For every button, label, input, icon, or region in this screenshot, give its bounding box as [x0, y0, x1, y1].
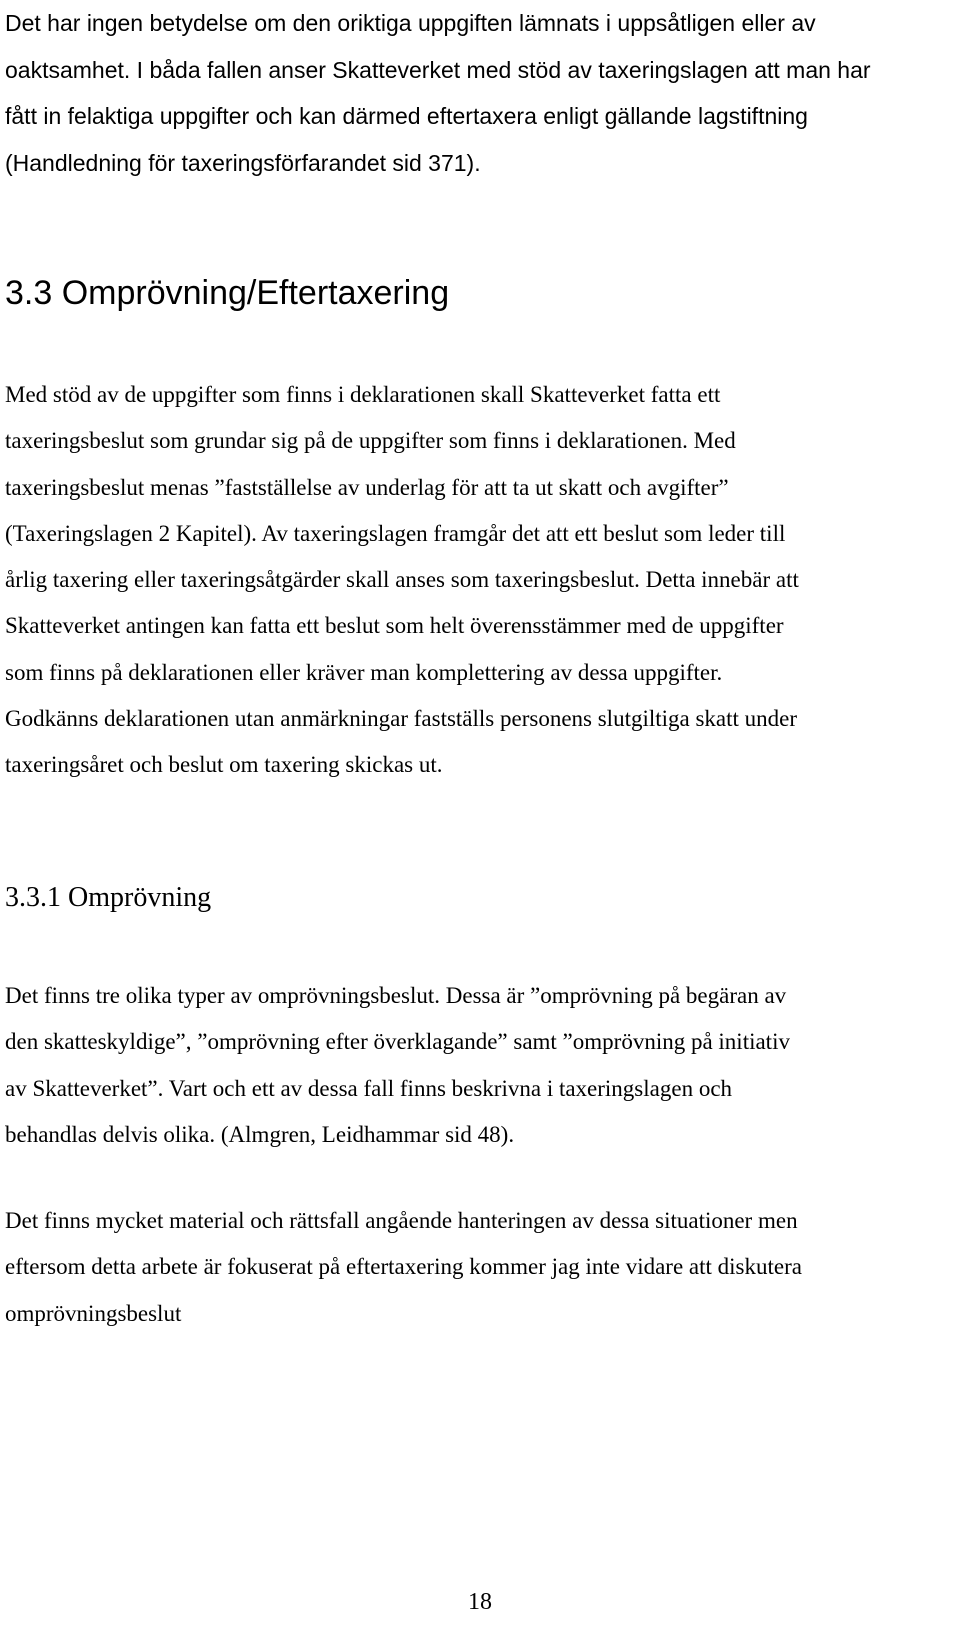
paragraph-line: (Taxeringslagen 2 Kapitel). Av taxeringslagen framgår det att ett beslut som leder till [5, 520, 786, 546]
paragraph-line: Det finns tre olika typer av omprövningsbeslut. Dessa är ”omprövning på begäran av [5, 983, 787, 1008]
section-heading-3-3: 3.3 Omprövning/Eftertaxering [5, 274, 450, 312]
section-heading-3-3-1: 3.3.1 Omprövning [5, 882, 212, 913]
paragraph-line: taxeringsbeslut som grundar sig på de uppgifter som finns i deklarationen. Med [5, 428, 736, 454]
intro-line: fått in felaktiga uppgifter och kan därmed eftertaxera enligt gällande lagstiftning [5, 103, 808, 129]
paragraph-line: den skatteskyldige”, ”omprövning efter överklagande” samt ”omprövning på initiativ [5, 1029, 790, 1055]
section-3-3-paragraph [5, 372, 960, 789]
intro-paragraph [5, 0, 960, 186]
paragraph-line: Det finns mycket material och rättsfall angående hanteringen av dessa situationer men [5, 1208, 798, 1233]
paragraph-line: Med stöd av de uppgifter som finns i deklarationen skall Skatteverket fatta ett [5, 382, 721, 407]
section-3-3-1-paragraph-2 [5, 1198, 960, 1337]
page-number: 18 [468, 1589, 492, 1615]
paragraph-line: behandlas delvis olika. (Almgren, Leidhammar sid 48). [5, 1121, 515, 1147]
paragraph-line: årlig taxering eller taxeringsåtgärder skall anses som taxeringsbeslut. Detta innebär att [5, 567, 799, 593]
intro-line: oaktsamhet. I båda fallen anser Skatteverket med stöd av taxeringslagen att man har [5, 56, 871, 83]
paragraph-line: taxeringsåret och beslut om taxering skickas ut. [5, 752, 443, 778]
paragraph-line: Skatteverket antingen kan fatta ett beslut som helt överensstämmer med de uppgifter [5, 613, 784, 639]
intro-line: (Handledning för taxeringsförfarandet sid 371). [5, 149, 481, 176]
paragraph-line: taxeringsbeslut menas ”fastställelse av underlag för att ta ut skatt och avgifter” [5, 474, 729, 500]
paragraph-line: som finns på deklarationen eller kräver man komplettering av dessa uppgifter. [5, 659, 723, 685]
intro-line: Det har ingen betydelse om den oriktiga uppgiften lämnats i uppsåtligen eller av [5, 10, 816, 36]
paragraph-line: av Skatteverket”. Vart och ett av dessa fall finns beskrivna i taxeringslagen och [5, 1075, 733, 1101]
paragraph-line: Godkänns deklarationen utan anmärkningar fastställs personens slutgiltiga skatt under [5, 706, 798, 732]
paragraph-line: omprövningsbeslut [5, 1300, 182, 1326]
section-3-3-1-paragraph-1 [5, 973, 960, 1158]
paragraph-line: eftersom detta arbete är fokuserat på eftertaxering kommer jag inte vidare att diskutera [5, 1254, 802, 1280]
